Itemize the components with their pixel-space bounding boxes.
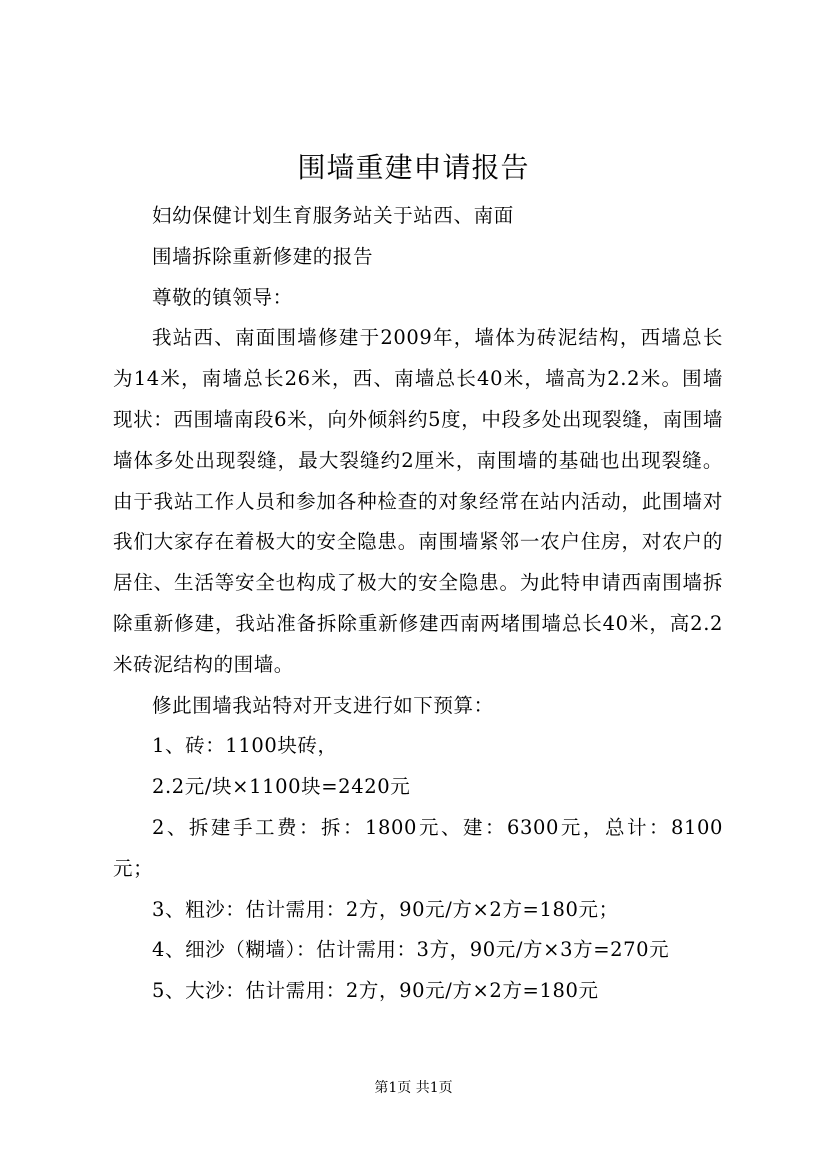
page-footer: 第1页 共1页: [374, 1080, 453, 1096]
budget-item-2: 2、拆建手工费：拆：1800元、建：6300元，总计：8100元；: [113, 815, 723, 880]
heading-line-2: 围墙拆除重新修建的报告: [152, 244, 374, 268]
budget-item-1-calc: 2.2元/块×1100块=2420元: [152, 775, 411, 799]
document-body: [113, 196, 723, 1012]
salutation: 尊敬的镇领导：: [152, 285, 293, 309]
document-title: 围墙重建申请报告: [297, 151, 530, 184]
budget-item-5: 5、大沙：估计需用：2方，90元/方×2方=180元: [152, 979, 599, 1003]
budget-item-4: 4、细沙（糊墙）：估计需用：3方，90元/方×3方=270元: [152, 938, 670, 962]
budget-item-3: 3、粗沙：估计需用：2方，90元/方×2方=180元；: [152, 897, 619, 921]
budget-intro: 修此围墙我站特对开支进行如下预算：: [152, 693, 494, 717]
heading-line-1: 妇幼保健计划生育服务站关于站西、南面: [152, 204, 514, 227]
main-paragraph: 我站西、南面围墙修建于2009年，墙体为砖泥结构，西墙总长为14米，南墙总长26米，西、南墙总长40米，墙高为2.2米。围墙现状：西围墙南段6米，向外倾斜约5度，中段多处出现裂缝，南围墙墙体多处出现裂缝，最大裂缝约2厘米，南围墙的基础也出现裂缝。由于我站工作人员和参加各种检查的对象经常在站内活动，此围墙对我们大家存在着极大的安全隐患。南围墙紧邻一农户住房，对农户的居住、生活等安全也构成了极大的安全隐患。为此特申请西南围墙拆除重新修建，我站准备拆除重新修建西南两堵围墙总长40米，高2.2米砖泥结构的围墙。: [113, 326, 723, 676]
budget-item-1: 1、砖：1100块砖，: [152, 734, 338, 758]
